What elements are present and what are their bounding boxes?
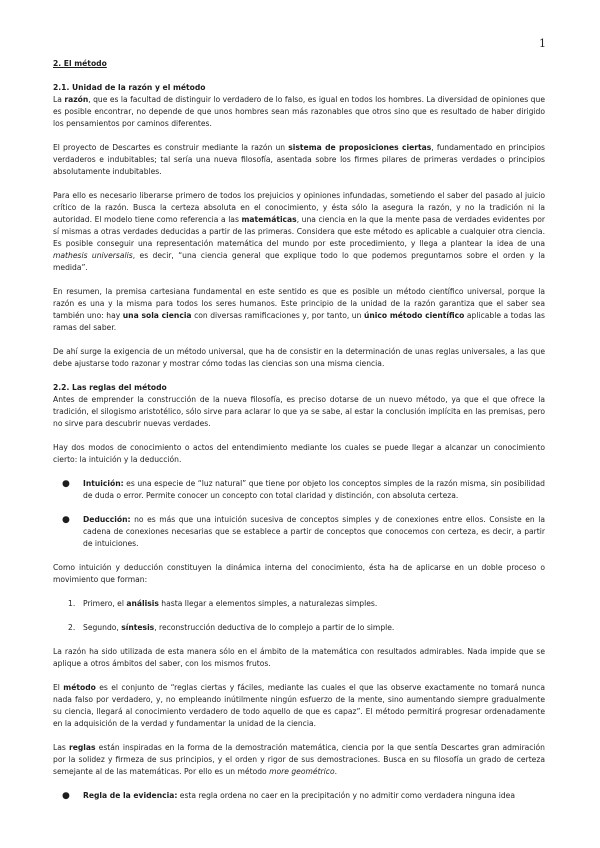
paragraph: La razón ha sido utilizada de esta manera sólo en el ámbito de la matemática con resultados admirables. Nada impide que se aplique a otros ámbitos del saber, con los mismos frutos. <box>53 647 545 668</box>
list-item: ● Regla de la evidencia: esta regla ordena no caer en la precipitación y no admitir como verdadera ninguna idea <box>62 791 516 801</box>
list-item: 1. Primero, el análisis hasta llegar a elementos simples, a naturalezas simples. <box>68 599 378 608</box>
paragraph: Antes de emprender la construcción de la nueva filosofía, es preciso dotarse de un nuevo método, ya que el que ofrece la tradición, el silogismo aristotélico, sólo sirve para aclarar lo que ya se sabe, al estar la conclusión implícita en las premisas, pero no sirve para descubrir nuevas verdades. <box>53 395 545 428</box>
bullet-list <box>53 478 545 550</box>
paragraph: Para ello es necesario liberarse primero de todos los prejuicios y opiniones infundadas, sometiendo el saber del pasado al juicio crítico de la razón. Busca la certeza absoluta en el conocimiento, y ésta sólo la asegura la razón, y no la tradición ni la autoridad. El modelo tiene como referencia a las matemáticas, una ciencia en la que la mente pasa de verdades evidentes por sí mismas a otras verdades deducidas a partir de las primeras. Considera que este método es aplicable a cualquier otra ciencia. Es posible conseguir una representación matemática del mundo por este procedimiento, y llega a plantear la idea de una mathesis universalis, es decir, “una ciencia general que explique todo lo que podemos preguntarnos sobre el orden y la medida”. <box>53 191 546 272</box>
page-number: 1 <box>539 37 546 50</box>
bullet-icon: ● <box>62 791 70 801</box>
numbered-list <box>53 598 545 634</box>
bullet-list <box>53 790 545 802</box>
paragraph: En resumen, la premisa cartesiana fundamental en este sentido es que es posible un método científico universal, porque la razón es una y la misma para todos los seres humanos. Este principio de la unidad de la razón garantiza que el saber sea también uno: hay una sola ciencia con diversas ramificaciones y, por tanto, un único método científico aplicable a todas las ramas del saber. <box>53 287 545 332</box>
bullet-icon: ● <box>62 515 70 525</box>
bullet-icon: ● <box>62 479 70 489</box>
paragraph: De ahí surge la exigencia de un método universal, que ha de consistir en la determinación de unas reglas universales, a las que debe ajustarse todo razonar y mostrar cómo todas las ciencias son una misma ciencia. <box>53 347 545 368</box>
paragraph: La razón, que es la facultad de distinguir lo verdadero de lo falso, es igual en todos los hombres. La diversidad de opiniones que es posible encontrar, no depende de que unos hombres sean más razonables que otros sino que es resultado de haber dirigido los pensamientos por caminos diferentes. <box>53 95 545 128</box>
document-body <box>53 58 545 814</box>
subsection-heading-2-2: 2.2. Las reglas del método <box>53 383 167 392</box>
list-item: ● Intuición: es una especie de “luz natural” que tiene por objeto los conceptos simples de la razón misma, sin posibilidad de duda o error. Permite conocer un concepto con total claridad y distinción, con absoluta certeza. <box>62 479 545 500</box>
paragraph: Hay dos modos de conocimiento o actos del entendimiento mediante los cuales se puede llegar a alcanzar un conocimiento cierto: la intuición y la deducción. <box>53 443 545 464</box>
subsection-heading-2-1: 2.1. Unidad de la razón y el método <box>53 83 206 92</box>
paragraph: Las reglas están inspiradas en la forma de la demostración matemática, ciencia por la que sentía Descartes gran admiración por la solidez y firmeza de sus principios, y el orden y rigor de sus demostraciones. Busca en su filosofía un grado de certeza semejante al de las matemáticas. Por ello es un método more geométrico. <box>53 743 545 776</box>
section-title: 2. El método <box>53 59 107 68</box>
paragraph: El método es el conjunto de “reglas ciertas y fáciles, mediante las cuales el que las observe exactamente no tomará nunca nada falso por verdadero, y, no empleando inútilmente ningún esfuerzo de la mente, sino aumentando siempre gradualmente su ciencia, llegará al conocimiento verdadero de todo aquello de que es capaz”. El método permitirá progresar ordenadamente en la adquisición de la verdad y fundamentar la unidad de la ciencia. <box>53 683 545 728</box>
paragraph: Como intuición y deducción constituyen la dinámica interna del conocimiento, ésta ha de aplicarse en un doble proceso o movimiento que forman: <box>53 563 545 584</box>
list-item: ● Deducción: no es más que una intuición sucesiva de conceptos simples y de conexiones entre ellos. Consiste en la cadena de conexiones necesarias que se establece a partir de conceptos que conocemos con certeza, es decir, a partir de intuiciones. <box>62 515 545 548</box>
paragraph: El proyecto de Descartes es construir mediante la razón un sistema de proposiciones ciertas, fundamentado en principios verdaderos e indubitables; tal sería una nueva filosofía, asentada sobre los firmes pilares de primeras verdades o principios absolutamente indubitables. <box>53 143 546 176</box>
list-item: 2. Segundo, síntesis, reconstrucción deductiva de lo complejo a partir de lo simple. <box>68 623 395 632</box>
